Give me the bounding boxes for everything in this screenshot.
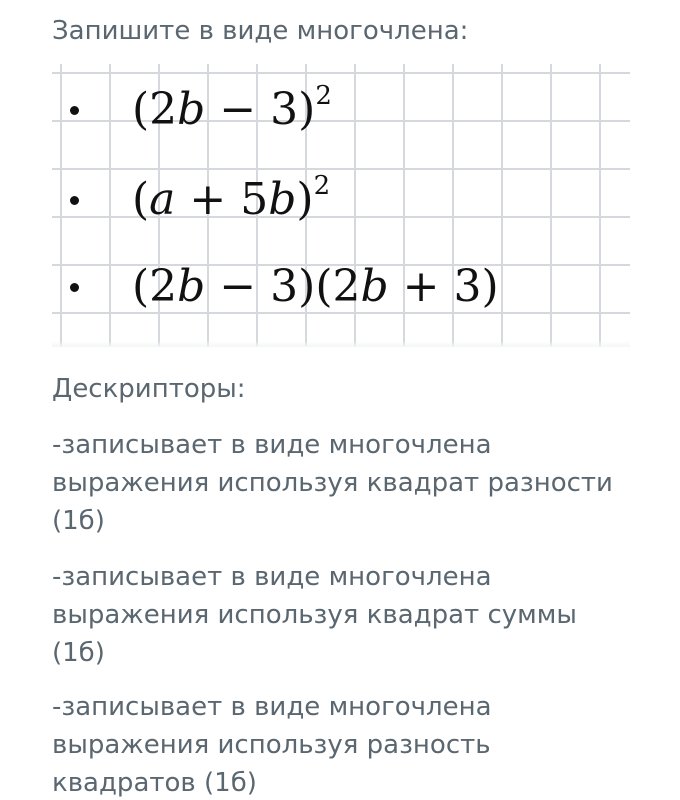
descriptor-line: выражения используя квадрат суммы [52, 600, 577, 630]
expression-3: (2b − 3)(2b + 3) [132, 261, 499, 312]
task-prompt: Запишите в виде многочлена: [52, 16, 469, 46]
bullet-icon [70, 106, 79, 115]
descriptor-line: (1б) [52, 638, 105, 668]
descriptor-line: квадратов (1б) [52, 768, 257, 798]
expression-1: $(2b - 3)^2$ [132, 81, 332, 135]
descriptor-line: (1б) [52, 506, 105, 536]
bullet-icon [70, 283, 79, 292]
descriptor-line: выражения используя квадрат разности [52, 468, 613, 498]
descriptor-line: выражения используя разность [52, 730, 491, 760]
descriptor-line: -записывает в виде многочлена [52, 562, 492, 592]
descriptor-line: -записывает в виде многочлена [52, 430, 492, 460]
descriptor-line: -записывает в виде многочлена [52, 692, 492, 722]
expression-2: $(a + 5b)^2$ [132, 171, 331, 225]
math-expressions-image [52, 64, 630, 347]
descriptors-heading: Дескрипторы: [52, 374, 246, 404]
bullet-icon [70, 196, 79, 205]
